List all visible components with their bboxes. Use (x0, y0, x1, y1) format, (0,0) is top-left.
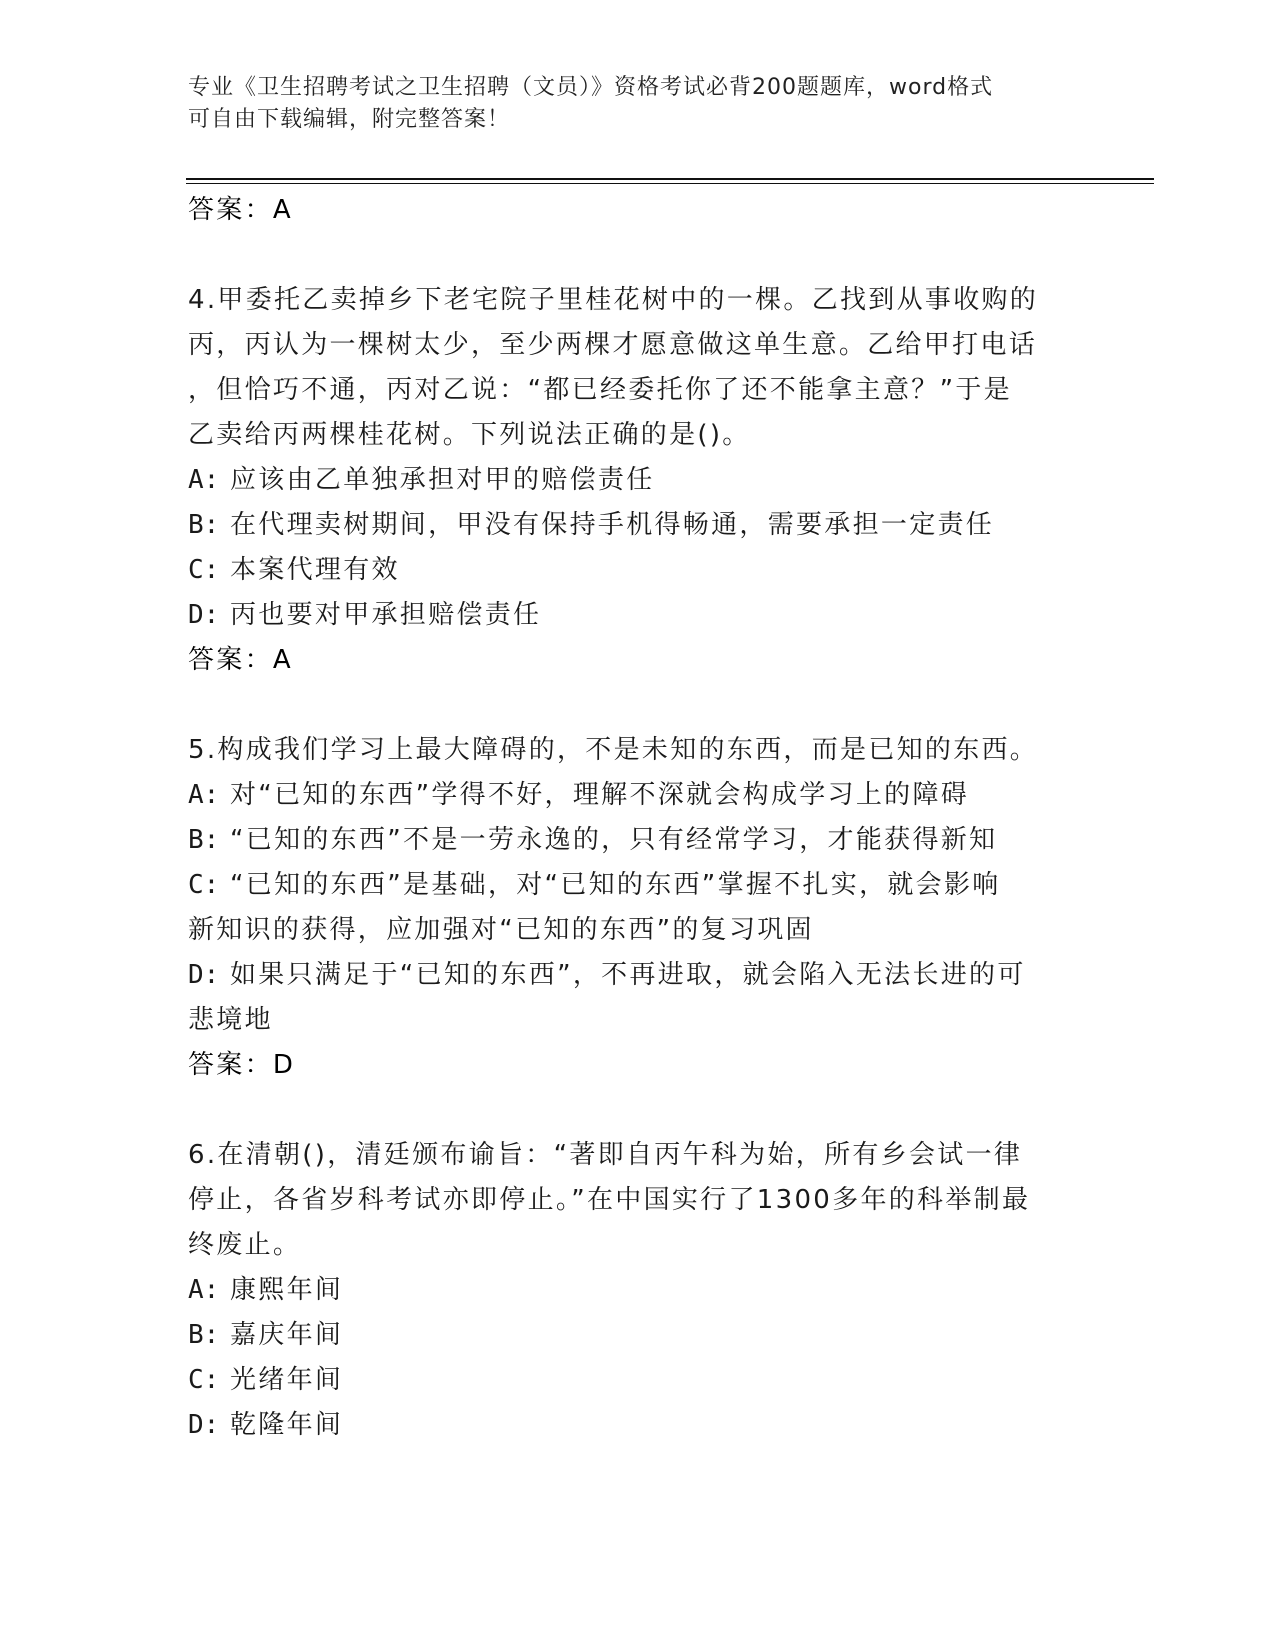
question-5-option-d-cont (188, 998, 1088, 1043)
question-5-line: 5.构成我们学习上最大障碍的，不是未知的东西，而是已知的东西。 (188, 735, 1039, 765)
question-5-option-b (188, 818, 1088, 863)
question-4-option-d (188, 593, 1088, 638)
option-key: B: (188, 510, 220, 540)
option-key: D: (188, 600, 220, 630)
option-text: 应该由乙单独承担对甲的赔偿责任 (230, 465, 655, 495)
option-text: 本案代理有效 (230, 555, 400, 585)
question-5 (188, 728, 1088, 1088)
answer-q5: 答案：D (188, 1050, 296, 1080)
question-6-line: 6.在清朝()，清廷颁布谕旨：“著即自丙午科为始，所有乡会试一律 (188, 1140, 1023, 1170)
question-6-option-b (188, 1313, 1088, 1358)
option-key: C: (188, 870, 220, 900)
question-4-option-b (188, 503, 1088, 548)
question-6-option-c (188, 1358, 1088, 1403)
option-key: D: (188, 1410, 220, 1440)
option-key: B: (188, 1320, 220, 1350)
question-6-option-a (188, 1268, 1088, 1313)
header-rule-thin (186, 183, 1154, 184)
option-key: C: (188, 1365, 220, 1395)
spacer (188, 683, 1088, 728)
spacer (188, 1088, 1088, 1133)
question-4-line: ，但恰巧不通，丙对乙说：“都已经委托你了还不能拿主意？”于是 (188, 375, 1012, 405)
header-rule-thick (186, 178, 1154, 180)
option-text: 对“已知的东西”学得不好，理解不深就会构成学习上的障碍 (230, 780, 970, 810)
answer-q4: 答案：A (188, 645, 293, 675)
question-4-line: 4.甲委托乙卖掉乡下老宅院子里桂花树中的一棵。乙找到从事收购的 (188, 285, 1039, 315)
header-title-line2: 可自由下载编辑，附完整答案！ (188, 107, 511, 132)
page-header (188, 72, 1068, 136)
spacer (188, 233, 1088, 278)
option-key: B: (188, 825, 220, 855)
option-key: A: (188, 780, 220, 810)
header-title-line1: 专业《卫生招聘考试之卫生招聘（文员）》资格考试必背200题题库，word格式 (188, 75, 994, 100)
option-key: C: (188, 555, 220, 585)
question-5-option-c-cont (188, 908, 1088, 953)
question-6-line: 终废止。 (188, 1230, 302, 1260)
question-4 (188, 278, 1088, 683)
option-text: 如果只满足于“已知的东西”，不再进取，就会陷入无法长进的可 (230, 960, 1026, 990)
question-4-option-a (188, 458, 1088, 503)
option-text: 丙也要对甲承担赔偿责任 (230, 600, 542, 630)
option-text: “已知的东西”不是一劳永逸的，只有经常学习，才能获得新知 (230, 825, 998, 855)
answer-q3: 答案：A (188, 195, 293, 225)
option-text: 新知识的获得，应加强对“已知的东西”的复习巩固 (188, 915, 814, 945)
question-5-option-d (188, 953, 1088, 998)
question-6-option-d (188, 1403, 1088, 1448)
option-text: 光绪年间 (230, 1365, 344, 1395)
question-content (188, 188, 1088, 1448)
question-5-option-c (188, 863, 1088, 908)
option-text: 悲境地 (188, 1005, 273, 1035)
question-4-line: 乙卖给丙两棵桂花树。下列说法正确的是()。 (188, 420, 751, 450)
option-text: 康熙年间 (230, 1275, 344, 1305)
question-6-line: 停止，各省岁科考试亦即停止。”在中国实行了1300多年的科举制最 (188, 1185, 1031, 1215)
option-text: 乾隆年间 (230, 1410, 344, 1440)
question-6 (188, 1133, 1088, 1448)
option-key: A: (188, 1275, 220, 1305)
option-text: 在代理卖树期间，甲没有保持手机得畅通，需要承担一定责任 (230, 510, 995, 540)
option-key: A: (188, 465, 220, 495)
option-text: 嘉庆年间 (230, 1320, 344, 1350)
question-4-option-c (188, 548, 1088, 593)
question-4-line: 丙，丙认为一棵树太少，至少两棵才愿意做这单生意。乙给甲打电话 (188, 330, 1038, 360)
question-5-option-a (188, 773, 1088, 818)
option-key: D: (188, 960, 220, 990)
option-text: “已知的东西”是基础，对“已知的东西”掌握不扎实，就会影响 (230, 870, 1001, 900)
